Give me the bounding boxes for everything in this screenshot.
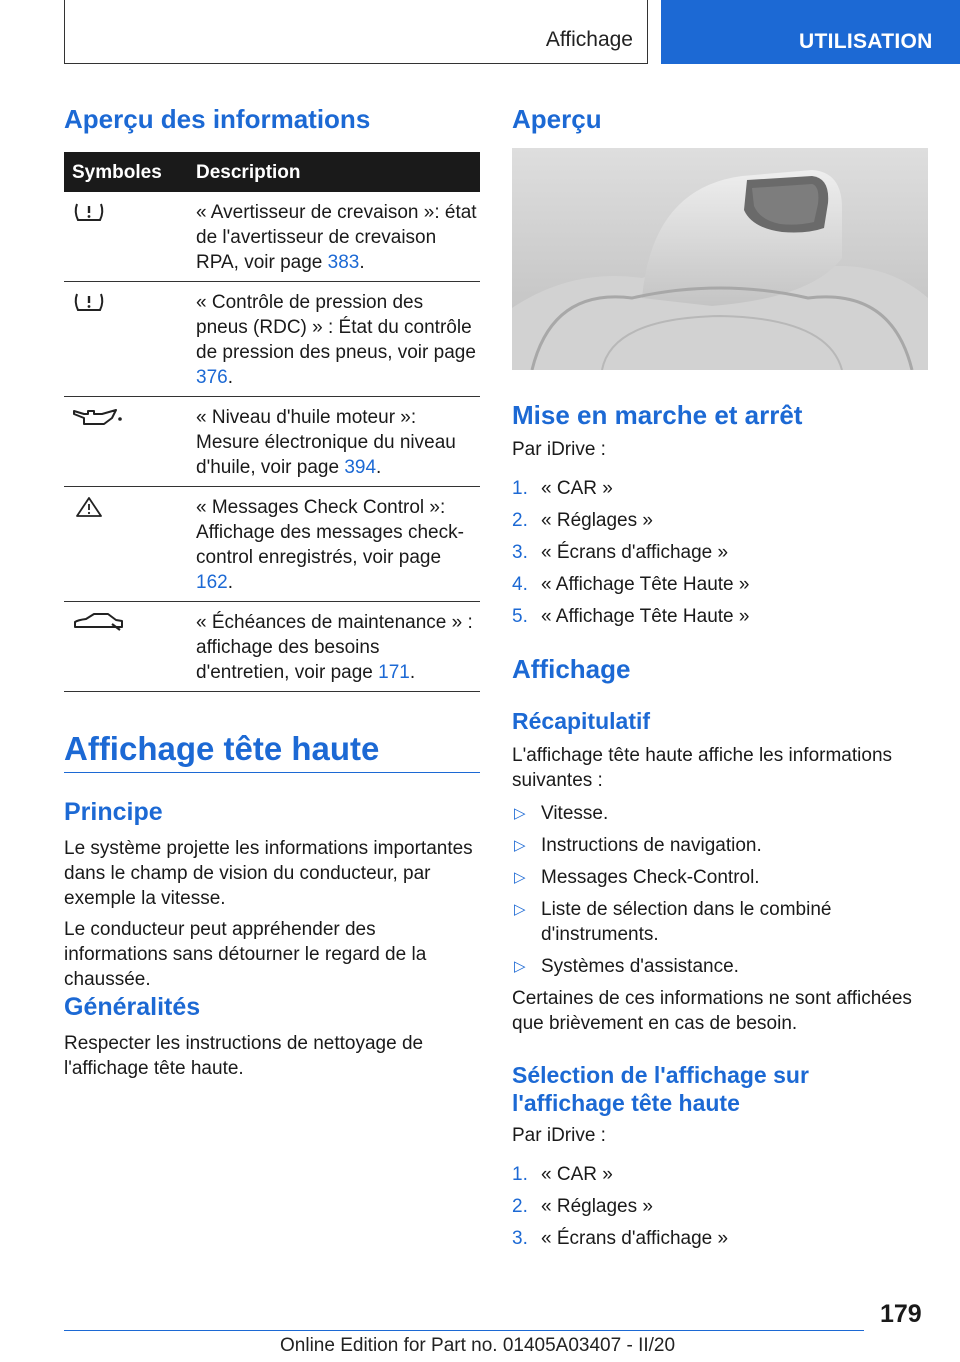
footer-divider: [64, 1330, 864, 1331]
bullet-triangle-icon: ▷: [514, 901, 526, 918]
general-paragraph: Respecter les instructions de nettoyage de l'affichage tête haute.: [64, 1033, 424, 1079]
general-title: Généralités: [64, 993, 201, 1021]
warning-triangle-icon: [72, 495, 106, 519]
list-item: 2. « Réglages »: [512, 1196, 653, 1217]
table-row: [64, 397, 480, 487]
onoff-steps: [512, 476, 928, 636]
tire-pressure-control-icon: [72, 290, 106, 314]
overview-title: Aperçu: [512, 104, 602, 134]
principle-paragraph: Le système projette les informations importantes dans le champ de vision du conducteur, par exemple la vitesse.: [64, 838, 473, 909]
table-header-symbols: Symboles: [72, 162, 162, 183]
table-row: [64, 487, 480, 602]
table-row-description: « Échéances de maintenance » : affichage des besoins d'entretien, voir page 171.: [196, 612, 473, 683]
selection-title: Sélection de l'affichage sur l'affichage tête haute: [512, 1062, 809, 1116]
list-item: 3. « Écrans d'affichage »: [512, 1228, 729, 1249]
bullet-triangle-icon: ▷: [514, 869, 526, 886]
principle-paragraph: Le conducteur peut appréhender des informations sans détourner le regard de la chaussée.: [64, 919, 427, 990]
tire-pressure-warning-icon: [72, 200, 106, 224]
bullet-triangle-icon: ▷: [514, 837, 526, 854]
summary-intro: L'affichage tête haute affiche les informations suivantes :: [512, 745, 893, 791]
footer-edition: Online Edition for Part no. 01405A03407 - II/20: [280, 1335, 676, 1356]
list-item: ▷ Messages Check-Control.: [514, 867, 760, 888]
page-link[interactable]: 394: [344, 457, 377, 478]
hud-photo: [512, 148, 928, 370]
header-section-title: Affichage: [545, 28, 633, 51]
page-link[interactable]: 376: [196, 367, 228, 388]
oil-can-icon: [72, 405, 124, 429]
summary-list: [512, 801, 928, 986]
table-header-description: Description: [196, 162, 301, 183]
table-row-description: « Contrôle de pression des pneus (RDC) » : État du contrôle de pression des pneus, voir page 376.: [196, 292, 476, 388]
list-item: 5. « Affichage Tête Haute »: [512, 606, 750, 627]
list-item: 3. « Écrans d'affichage »: [512, 542, 729, 563]
list-item: ▷ Instructions de navigation.: [514, 835, 762, 856]
summary-title: Récapitulatif: [512, 708, 651, 734]
display-title: Affichage: [512, 654, 631, 684]
header-section-box: [64, 0, 648, 64]
list-item: ▷ Systèmes d'assistance.: [514, 956, 739, 977]
selection-steps: [512, 1162, 928, 1258]
hud-section-title: Affichage tête haute: [64, 730, 380, 767]
list-item: ▷ Liste de sélection dans le combiné d'instruments.: [514, 899, 832, 945]
bullet-triangle-icon: ▷: [514, 958, 526, 975]
overview-info-title: Aperçu des informations: [64, 104, 371, 134]
table-row: [64, 602, 480, 692]
bullet-triangle-icon: ▷: [514, 805, 526, 822]
list-item: 2. « Réglages »: [512, 510, 653, 531]
principle-body: [64, 836, 482, 992]
general-body: [64, 1031, 480, 1081]
summary-note: Certaines de ces informations ne sont affichées que brièvement en cas de besoin.: [512, 988, 912, 1034]
list-item: 4. « Affichage Tête Haute »: [512, 574, 750, 595]
table-row-description: « Avertisseur de crevaison »: état de l'avertisseur de crevaison RPA, voir page 383.: [196, 202, 477, 273]
header-chapter-box: [661, 0, 960, 64]
onoff-intro: Par iDrive :: [512, 439, 606, 460]
section-divider: [64, 772, 480, 773]
page-link[interactable]: 162: [196, 572, 228, 593]
table-row: [64, 282, 480, 397]
table-row-description: « Messages Check Control »: Affichage des messages check-control enregistrés, voir page 162.: [196, 497, 464, 593]
selection-intro: Par iDrive :: [512, 1125, 606, 1146]
page-link[interactable]: 383: [327, 252, 360, 273]
header-chapter-title: UTILISATION: [799, 30, 933, 53]
list-item: 1. « CAR »: [512, 478, 613, 499]
service-car-icon: [72, 610, 126, 634]
list-item: ▷ Vitesse.: [514, 803, 609, 824]
page-number: 179: [880, 1300, 922, 1328]
symbol-table-header: [64, 152, 480, 192]
table-row-description: « Niveau d'huile moteur »: Mesure électronique du niveau d'huile, voir page 394.: [196, 407, 456, 478]
page-link[interactable]: 171: [378, 662, 410, 683]
table-row: [64, 192, 480, 282]
principle-title: Principe: [64, 798, 163, 826]
list-item: 1. « CAR »: [512, 1164, 613, 1185]
onoff-title: Mise en marche et arrêt: [512, 400, 803, 430]
